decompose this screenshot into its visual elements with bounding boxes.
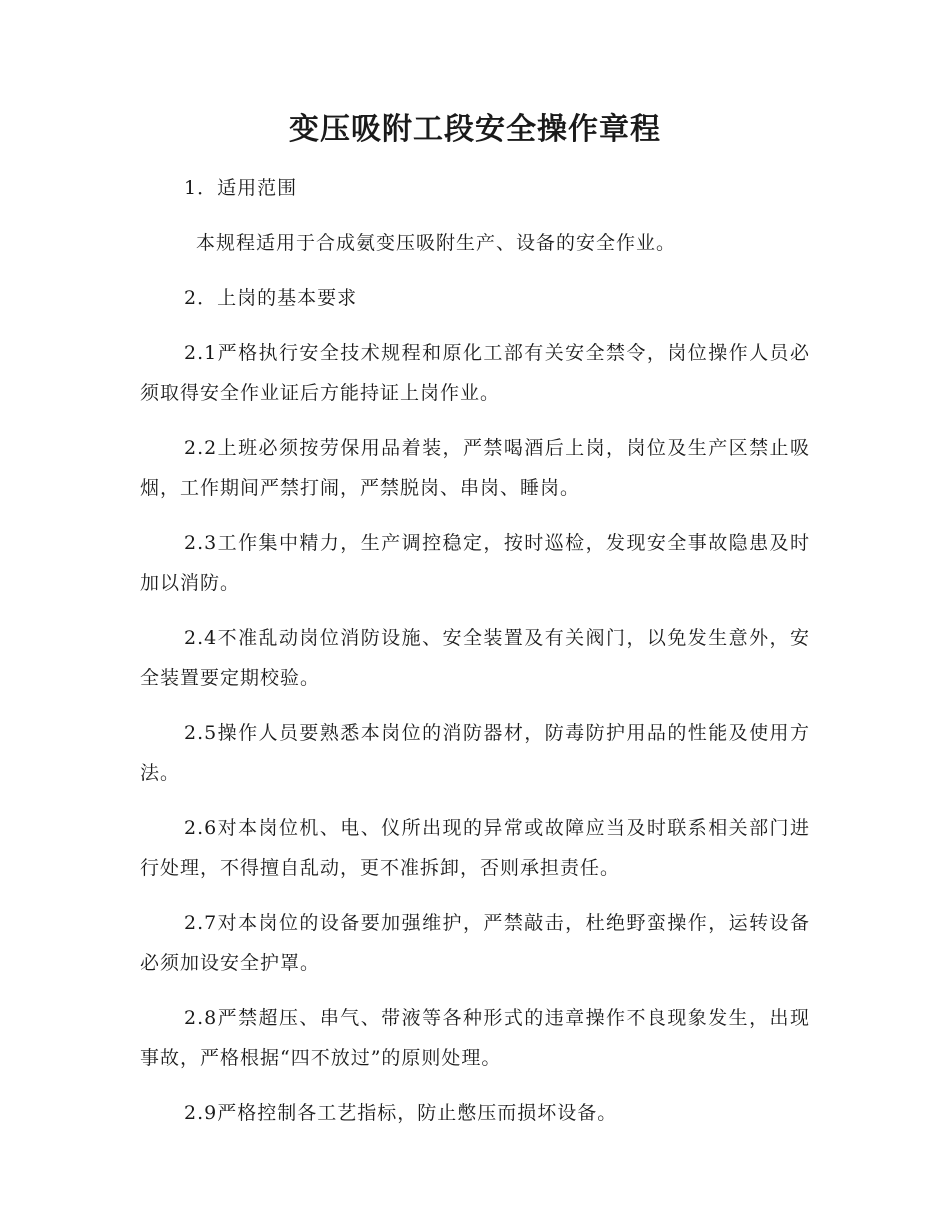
section-heading-requirements: 2．上岗的基本要求: [184, 287, 358, 309]
paragraph-scope: 本规程适用于合成氨变压吸附生产、设备的安全作业。: [196, 232, 677, 254]
paragraph-2-8: 2.8严禁超压、串气、带液等各种形式的违章操作不良现象发生，出现事故，严格根据“四不放过”的原则处理。: [140, 1007, 810, 1069]
paragraph-2-2: 2.2上班必须按劳保用品着装，严禁喝酒后上岗，岗位及生产区禁止吸烟，工作期间严禁打闹，严禁脱岗、串岗、睡岗。: [140, 437, 810, 499]
paragraph-2-4: 2.4不准乱动岗位消防设施、安全装置及有关阀门，以免发生意外，安全装置要定期校验。: [140, 627, 810, 689]
paragraph-2-7: 2.7对本岗位的设备要加强维护，严禁敲击，杜绝野蛮操作，运转设备必须加设安全护罩。: [140, 912, 810, 974]
paragraph-2-9: 2.9严格控制各工艺指标，防止憋压而损坏设备。: [184, 1102, 618, 1124]
paragraph-2-1: 2.1严格执行安全技术规程和原化工部有关安全禁令，岗位操作人员必须取得安全作业证后方能持证上岗作业。: [140, 342, 810, 404]
document-body: [140, 168, 810, 1148]
paragraph-2-6: 2.6对本岗位机、电、仪所出现的异常或故障应当及时联系相关部门进行处理，不得擅自乱动，更不准拆卸，否则承担责任。: [140, 817, 810, 879]
paragraph-2-3: 2.3工作集中精力，生产调控稳定，按时巡检，发现安全事故隐患及时加以消防。: [140, 532, 810, 594]
page-title: 变压吸附工段安全操作章程: [289, 112, 661, 147]
paragraph-2-5: 2.5操作人员要熟悉本岗位的消防器材，防毒防护用品的性能及使用方法。: [140, 722, 810, 784]
section-heading-scope: 1．适用范围: [184, 177, 298, 199]
